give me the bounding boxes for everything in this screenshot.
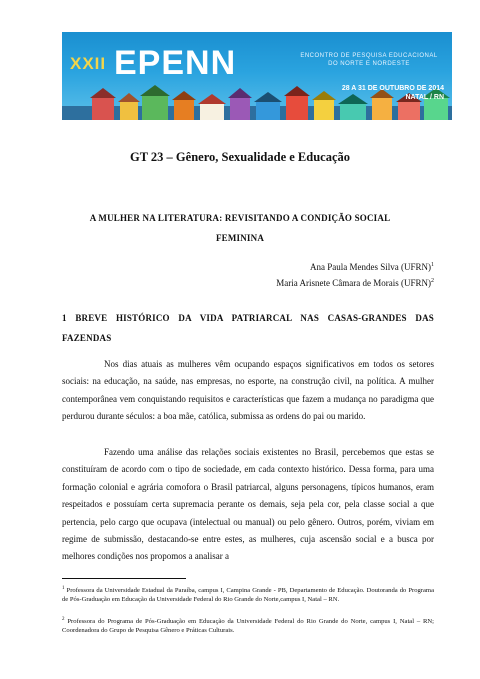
footnote-ref: 2	[431, 278, 434, 284]
dates-line: 28 A 31 DE OUTUBRO DE 2014	[341, 85, 444, 92]
footnote-text: Professora da Universidade Estadual da Paraíba, campus I, Campina Grande - PB, Departamento de Educação. Doutoranda do Programa de Pós-Graduação em Educação da Universidade Federal do Rio Grande do Norte,campus I, Natal – RN.	[62, 587, 434, 604]
author-name: Ana Paula Mendes Silva (UFRN)	[310, 262, 431, 272]
location-line: NATAL / RN	[405, 94, 444, 101]
author-1	[310, 262, 434, 272]
footnote-mark: 2	[62, 617, 65, 622]
gt-heading: GT 23 – Gênero, Sexualidade e Educação	[129, 150, 351, 164]
body-paragraph: Fazendo uma análise das relações sociais existentes no Brasil, percebemos que estas se constituíram de acordo com o tipo de sociedade, em cada contexto histórico. Dessa forma, para uma formação colonial e agrária comofora o Brasil patriarcal, alguns personagens, típicos humanos, eram respeitados e possuíam certa supremacia perante os demais, seja pela cor, pela classe social a que pertencia, pelo cargo que ocupava (intelectual ou manual) ou pelo gênero. Outros, porém, viviam em regime de submissão, destacando-se entre estes, as mulheres, cuja ascensão social e a busca por melhores condições nos propomos a analisar a	[62, 447, 434, 562]
conference-subtitle	[294, 52, 444, 68]
body-paragraph: Nos dias atuais as mulheres vêm ocupando espaços significativos em todos os setores sociais: na educação, na saúde, nas empresas, no esporte, na construção civil, na política. A mulher contemporânea vem conquistando requisitos e características que fazem a mudança no paradigma que perdurou durante séculos: a boa mãe, católica, submissa as ordens do pai ou marido.	[62, 359, 434, 422]
footnote-mark: 1	[62, 586, 65, 591]
paper-title: A MULHER NA LITERATURA: REVISITANDO A CONDIÇÃO SOCIAL FEMININA	[89, 213, 391, 243]
footnote-divider	[62, 578, 186, 579]
footnote-2	[62, 615, 434, 635]
author-name: Maria Arisnete Câmara de Morais (UFRN)	[276, 278, 431, 288]
conference-logo-text: EPENN	[114, 44, 237, 82]
subtitle-line-1: ENCONTRO DE PESQUISA EDUCACIONAL	[300, 53, 438, 59]
footnote-1	[62, 584, 434, 604]
footnote-ref: 1	[431, 262, 434, 268]
edition-label: XXII	[70, 54, 107, 73]
subtitle-line-2: DO NORTE E NORDESTE	[328, 61, 410, 67]
author-2	[276, 278, 434, 288]
footnote-text: Professora do Programa de Pós-Graduação em Educação da Universidade Federal do Rio Grande do Norte, campus I, Natal – RN; Coordenadora do Grupo de Pesquisa Gênero e Práticas Culturais.	[62, 618, 434, 635]
conference-banner	[62, 32, 452, 120]
conference-dates	[342, 84, 444, 102]
section-heading: 1 BREVE HISTÓRICO DA VIDA PATRIARCAL NAS CASAS-GRANDES DAS FAZENDAS	[62, 313, 434, 343]
